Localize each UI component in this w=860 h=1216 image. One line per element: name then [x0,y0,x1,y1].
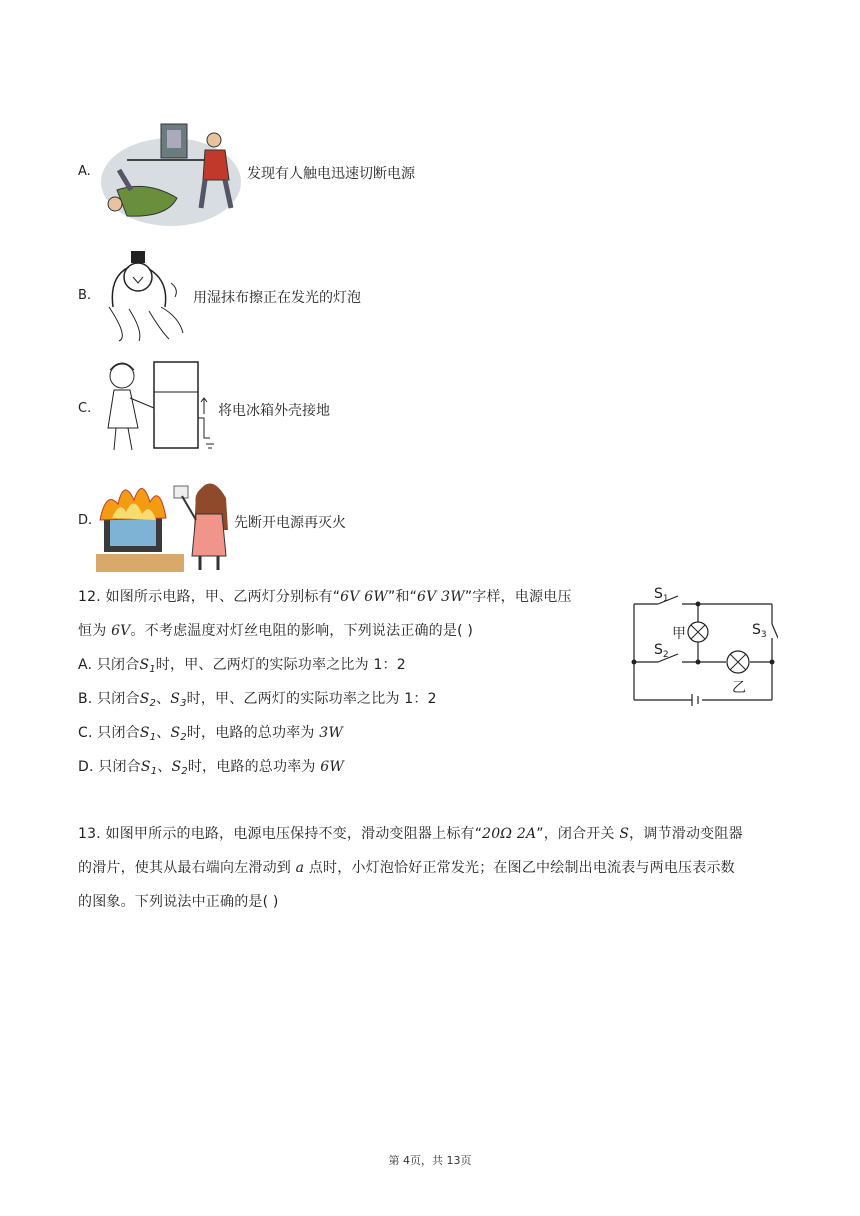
option-d-label: D. [78,513,93,528]
s3-label: S [752,622,761,638]
s2-label: S [654,642,663,658]
q12-option-d: D. 只闭合$S_1$、$S_2$时，电路的总功率为 6W [78,759,344,777]
option-b-label: B. [78,288,92,303]
lamp-yi-label: 乙 [732,680,746,696]
svg-text:S1: $S_1$ [654,586,669,604]
q13-stem-line2: 的滑片，使其从最右端向左滑动到 a 点时，小灯泡恰好正常发光；在图乙中绘制出电流表与两电压表示数 [78,860,735,876]
q12-mark-lamp-b: 6V 3W [417,589,465,605]
q12-option-a: A. 只闭合$S_1$时，甲、乙两灯的实际功率之比为 1：2 [78,657,406,675]
s1-label: S [654,586,663,602]
q13-stem-line3: 的图象。下列说法中正确的是( ) [78,894,279,910]
illustration-fridge-grounding [98,358,216,454]
q13-stem-line1: 13. 如图甲所示的电路，电源电压保持不变，滑动变阻器上标有“20Ω 2A”，闭合开关 S，调节滑动变阻器 [78,826,743,842]
option-d-text: 先断开电源再灭火 [234,515,346,531]
option-a-label: A. [78,164,91,179]
illustration-wet-cloth-bulb [99,247,191,343]
lamp-jia-label: 甲 [672,626,686,642]
q12-circuit-diagram [628,582,778,706]
illustration-fire-tv [96,470,232,572]
q12-option-b: B. 只闭合$S_2$、$S_3$时，甲、乙两灯的实际功率之比为 1：2 [78,691,437,709]
q12-stem-line1: 12. 如图所示电路，甲、乙两灯分别标有“6V 6W”和“6V 3W”字样，电源电压 [78,589,572,605]
option-a-text: 发现有人触电迅速切断电源 [247,166,415,182]
svg-text:S2: $S_2$ [654,642,669,660]
svg-text:S3: $S_3$ [752,622,767,640]
illustration-electric-shock [97,120,245,230]
option-b-text: 用湿抹布擦正在发光的灯泡 [193,290,361,306]
q12-option-c: C. 只闭合$S_1$、$S_2$时，电路的总功率为 3W [78,725,343,743]
q12-stem-line2: 恒为 6V。不考虑温度对灯丝电阻的影响，下列说法正确的是( ) [78,623,474,639]
option-c-text: 将电冰箱外壳接地 [218,403,330,419]
option-c-label: C. [78,401,92,416]
q12-mark-lamp-a: 6V 6W [340,589,388,605]
page-footer: 第 4页，共 13页 [388,1154,472,1167]
